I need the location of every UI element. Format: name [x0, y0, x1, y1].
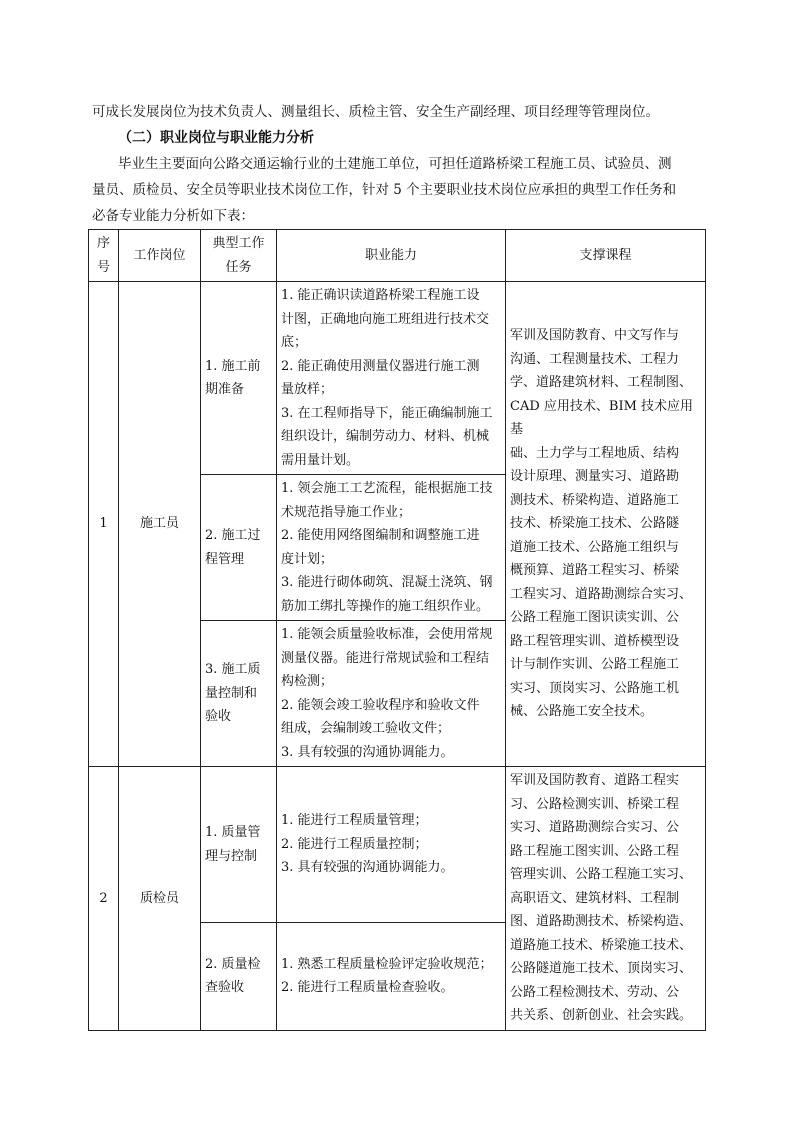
- course-line: 军训及国防教育、道路工程实: [510, 773, 680, 788]
- ability-line: 2. 能进行工程质量控制；: [281, 836, 428, 852]
- header-course: 支撑课程: [506, 230, 706, 282]
- ability-line: 1. 能领会质量验收标准，会使用常规: [281, 627, 493, 642]
- ability-line: 术规范指导施工作业；: [281, 504, 412, 520]
- ability-line: 2. 能使用网络图编制和调整施工进: [281, 528, 480, 543]
- task-line: 验收: [205, 709, 232, 725]
- table-row: [89, 767, 706, 923]
- course-line: 测技术、桥梁构造、道路施工: [510, 492, 680, 508]
- ability-line: 3. 能进行砌体砌筑、混凝土浇筑、钢: [281, 575, 493, 590]
- course-line: 公路工程检测技术、劳动、公: [510, 984, 680, 1000]
- course-line: 路工程管理实训、道桥模型设: [510, 633, 680, 649]
- ability-line: 1. 领会施工工艺流程，能根据施工技: [281, 481, 493, 496]
- course-line: 概预算、道路工程实习、桥梁: [510, 563, 680, 579]
- intro-paragraph: [92, 151, 704, 229]
- cell-ability: [277, 621, 506, 767]
- ability-line: 组成，会编制竣工验收文件；: [281, 721, 451, 736]
- course-line: 实习、道路勘测综合实习、公: [510, 820, 680, 835]
- ability-line: 测量仪器。能进行常规试验和工程结: [281, 650, 490, 666]
- section-heading: （二）职业岗位与职业能力分析: [118, 130, 314, 146]
- task-line: 理与控制: [205, 848, 258, 864]
- cell-seq: 2: [89, 767, 119, 1031]
- course-line: 军训及国防教育、中文写作与: [510, 328, 680, 344]
- course-line: 公路工程施工图识读实训、公: [510, 610, 680, 626]
- course-line: CAD 应用技术、BIM 技术应用基: [510, 398, 694, 438]
- header-post: 工作岗位: [119, 230, 201, 282]
- task-line: 3. 施工质: [205, 662, 261, 678]
- course-line: 实习、顶岗实习、公路施工机: [510, 680, 680, 696]
- course-line: 设计原理、测量实习、道路勘: [510, 469, 680, 485]
- ability-line: 1. 能进行工程质量管理；: [281, 813, 428, 829]
- ability-line: 需用量计划。: [281, 452, 360, 468]
- cell-post: 施工员: [119, 282, 201, 767]
- table-header-row: [89, 230, 706, 282]
- cell-task: [201, 621, 277, 767]
- course-line: 习、公路检测实训、桥梁工程: [510, 796, 680, 812]
- ability-line: 1. 熟悉工程质量检验评定验收规范；: [281, 956, 493, 972]
- course-line: 械、公路施工安全技术。: [510, 704, 654, 720]
- course-line: 工程实习、道路勘测综合实习、: [510, 586, 693, 602]
- ability-line: 3. 具有较强的沟通协调能力。: [281, 860, 454, 876]
- task-line: 量控制和: [205, 685, 258, 701]
- cell-task: [201, 475, 277, 621]
- paragraph-line: 量员、质检员、安全员等职业技术岗位工作，针对 5 个主要职业技术岗位应承担的典型工作任务和: [92, 182, 677, 198]
- course-line: 道路施工技术、桥梁施工技术、: [510, 937, 693, 953]
- header-task: 典型工作 任务: [201, 230, 277, 282]
- course-line: 管理实训、公路工程施工实习、: [510, 867, 693, 882]
- ability-line: 筋加工绑扎等操作的施工组织作业。: [281, 598, 490, 614]
- task-line: 2. 质量检: [205, 956, 261, 972]
- ability-line: 3. 具有较强的沟通协调能力。: [281, 744, 454, 760]
- cell-task: [201, 282, 277, 475]
- cell-ability: [277, 475, 506, 621]
- ability-line: 2. 能正确使用测量仪器进行施工测: [281, 358, 480, 374]
- paragraph-line: 必备专业能力分析如下表：: [92, 208, 254, 224]
- cell-task: [201, 923, 277, 1030]
- table-row: [89, 282, 706, 475]
- course-line: 础、土力学与工程地质、结构: [510, 445, 680, 461]
- course-line: 道施工技术、公路施工组织与: [510, 539, 680, 555]
- ability-line: 构检测；: [281, 674, 334, 689]
- ability-line: 量放样；: [281, 382, 334, 397]
- cell-ability: [277, 767, 506, 923]
- ability-line: 度计划；: [281, 551, 334, 567]
- ability-line: 1. 能正确识读道路桥梁工程施工设: [281, 288, 480, 303]
- course-line: 技术、桥梁施工技术、公路隧: [510, 516, 680, 532]
- cell-task: [201, 767, 277, 923]
- intro-line: 可成长发展岗位为技术负责人、测量组长、质检主管、安全生产副经理、项目经理等管理岗位。: [92, 104, 659, 120]
- ability-analysis-table: [88, 229, 706, 1031]
- cell-post: 质检员: [119, 767, 201, 1031]
- ability-line: 2. 能领会竣工验收程序和验收文件: [281, 697, 480, 713]
- cell-course: [506, 282, 706, 767]
- table-body: [89, 282, 706, 1031]
- cell-course: [506, 767, 706, 1031]
- task-line: 程管理: [205, 551, 245, 567]
- ability-line: 2. 能进行工程质量检查验收。: [281, 980, 454, 996]
- course-line: 沟通、工程测量技术、工程力: [510, 351, 680, 367]
- task-line: 期准备: [205, 382, 245, 397]
- header-seq: 序 号: [89, 230, 119, 282]
- task-line: 1. 质量管: [205, 825, 261, 841]
- cell-ability: [277, 282, 506, 475]
- course-line: 高职语文、建筑材料、工程制: [510, 890, 680, 906]
- cell-seq: 1: [89, 282, 119, 767]
- paragraph-line: 毕业生主要面向公路交通运输行业的土建施工单位，可担任道路桥梁工程施工员、试验员、测: [118, 156, 672, 172]
- ability-line: 组织设计，编制劳动力、材料、机械: [281, 429, 490, 444]
- task-line: 查验收: [205, 980, 245, 996]
- header-ability: 职业能力: [277, 230, 506, 282]
- course-line: 图、道路勘测技术、桥梁构造、: [510, 914, 693, 929]
- course-line: 学、道路建筑材料、工程制图、: [510, 375, 693, 391]
- ability-line: 计图，正确地向施工班组进行技术交: [281, 311, 490, 327]
- task-line: 2. 施工过: [205, 528, 261, 543]
- ability-line: 底；: [281, 335, 308, 350]
- course-line: 公路隧道施工技术、顶岗实习、: [510, 961, 693, 976]
- ability-line: 3. 在工程师指导下，能正确编制施工: [281, 405, 493, 421]
- course-line: 路工程施工图实训、公路工程: [510, 843, 680, 859]
- course-line: 计与制作实训、公路工程施工: [510, 657, 680, 673]
- course-line: 共关系、创新创业、社会实践。: [510, 1008, 693, 1023]
- task-line: 1. 施工前: [205, 358, 261, 374]
- cell-ability: [277, 923, 506, 1030]
